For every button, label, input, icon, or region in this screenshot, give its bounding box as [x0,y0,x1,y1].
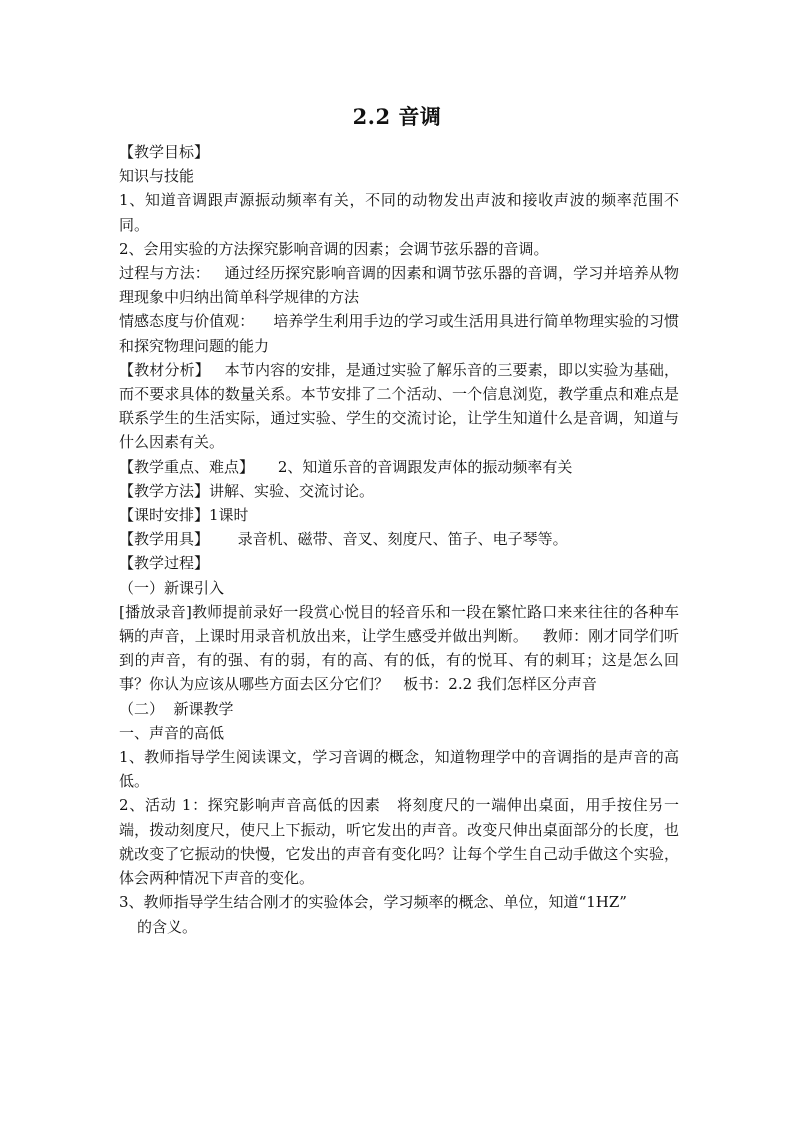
paragraph: 1、知道音调跟声源振动频率有关，不同的动物发出声波和接收声波的频率范围不同。 [119,191,679,234]
section-heading-objectives: 【教学目标】 [119,143,210,161]
subheading-knowledge-skills: 知识与技能 [119,167,195,186]
subheading-intro: （一）新课引入 [119,578,225,597]
paragraph: 过程与方法： 通过经历探究影响音调的因素和调节弦乐器的音调，学习并培养从物理现象中归纳出简单科学规律的方法 [119,264,679,307]
paragraph: 【教学方法】讲解、实验、交流讨论。 [119,481,375,500]
subheading-new-lesson: （二） 新课教学 [119,699,234,718]
paragraph-continuation: 的含义。 [137,917,198,936]
paragraph: [播放录音]教师提前录好一段赏心悦目的轻音乐和一段在繁忙路口来来往往的各种车辆的声音，上课时用录音机放出来，让学生感受并做出判断。 教师：刚才同学们听到的声音，有的强、有的弱，有的高、有的低，有的悦耳、有的刺耳；这是怎么回事？你认为应该从哪些方面去区分它们？ 板书：2.2 我们怎样区分声音 [119,602,679,694]
paragraph: 情感态度与价值观： 培养学生利用手边的学习或生活用具进行简单物理实验的习惯和探究物理问题的能力 [119,312,679,355]
paragraph: 【课时安排】1课时 [119,506,249,525]
paragraph: 2、会用实验的方法探究影响音调的因素；会调节弦乐器的音调。 [119,239,549,258]
subheading-pitch: 一、声音的高低 [119,723,225,742]
paragraph: 【教学重点、难点】 2、知道乐音的音调跟发声体的振动频率有关 [119,457,573,476]
section-heading-process: 【教学过程】 [119,554,210,573]
paragraph: 1、教师指导学生阅读课文，学习音调的概念，知道物理学中的音调指的是声音的高低。 [119,748,679,791]
paragraph: 【教材分析】 本节内容的安排，是通过实验了解乐音的三要素，即以实验为基础，而不要求具体的数量关系。本节安排了二个活动、一个信息浏览，教学重点和难点是联系学生的生活实际，通过实验、学生的交流讨论，让学生知道什么是音调，知道与什么因素有关。 [119,360,679,452]
paragraph: 2、活动 1：探究影响声音高低的因素 将刻度尺的一端伸出桌面，用手按住另一端，拨动刻度尺，使尺上下振动，听它发出的声音。改变尺伸出桌面部分的长度，也就改变了它振动的快慢，它发出的声音有变化吗？让每个学生自己动手做这个实验，体会两种情况下声音的变化。 [119,796,679,888]
paragraph: 3、教师指导学生结合刚才的实验体会，学习频率的概念、单位，知道“1HZ” [119,893,627,912]
paragraph: 【教学用具】 录音机、磁带、音叉、刻度尺、笛子、电子琴等。 [119,530,568,549]
page-title: 2.2 音调 [352,104,442,129]
document-body [119,140,679,939]
